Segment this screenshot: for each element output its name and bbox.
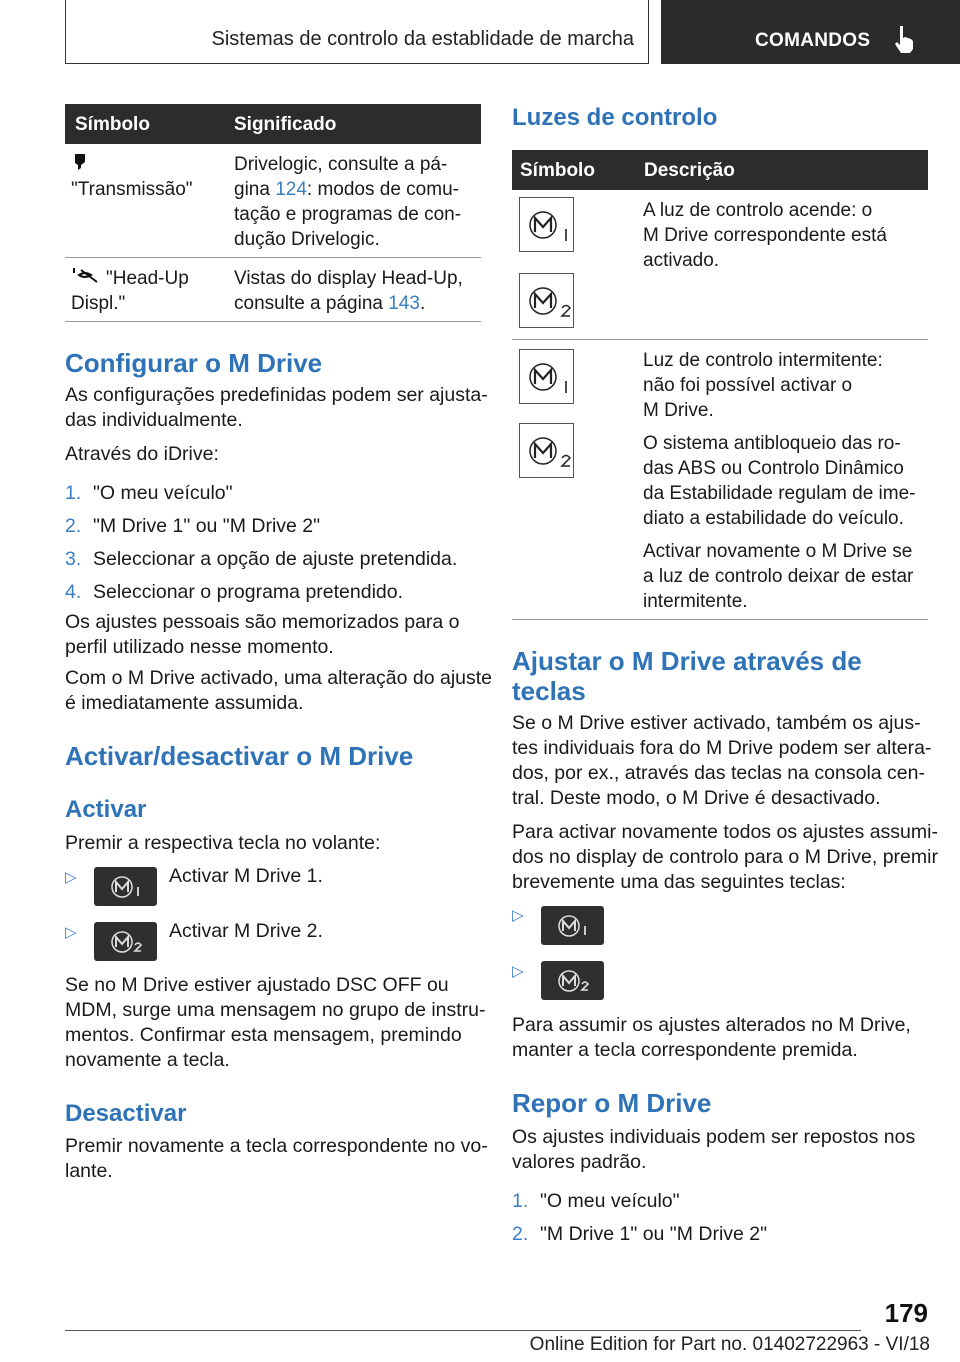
row1-label: "Transmissão": [71, 179, 193, 200]
bullet-triangle-icon: ▷: [65, 924, 77, 941]
row2-label: [71, 266, 189, 316]
step-text: Seleccionar a opção de ajuste pretendida.: [93, 548, 458, 570]
m2-icon: [555, 969, 593, 993]
luzes-row1-description: [643, 198, 927, 273]
text-line: M Drive correspondente está: [643, 225, 887, 246]
luzes-col-symbol: Símbolo: [520, 160, 595, 181]
text-line: novamente a tecla.: [65, 1049, 230, 1071]
row1-desc-line: Drivelogic, consulte a pá-: [234, 154, 448, 175]
m1-flashing-symbol: [519, 349, 574, 404]
m2-flashing-symbol: [519, 423, 574, 478]
step-text: Seleccionar o programa pretendido.: [93, 581, 404, 603]
header-section-box: [65, 0, 649, 64]
footer-rule: [65, 1330, 861, 1331]
ajustar-heading: [512, 646, 862, 706]
m2-indicator-icon: [520, 274, 575, 329]
step-number: 2.: [512, 1223, 529, 1245]
activar-paragraph: Premir a respectiva tecla no volante:: [65, 832, 381, 854]
row1-desc-line: [234, 177, 479, 202]
text-line: Luz de controlo intermitente:: [643, 350, 883, 371]
m1-icon: [108, 875, 146, 899]
luzes-row2-description: [643, 348, 927, 614]
text-line: Para assumir os ajustes alterados no M Drive,: [512, 1014, 911, 1036]
text: : modos de comu-: [306, 179, 459, 200]
text-line: das individualmente.: [65, 409, 243, 431]
row1-desc-line: tação e programas de con-: [234, 204, 462, 225]
luzes-col-description: Descrição: [644, 160, 735, 181]
text-line: das ABS ou Controlo Dinâmico: [643, 458, 904, 479]
step-number: 4.: [65, 581, 82, 603]
configurar-intro: Através do iDrive:: [65, 443, 219, 465]
bullet-triangle-icon: ▷: [512, 907, 524, 924]
activar-heading: Activar: [65, 796, 147, 823]
text: consulte a página: [234, 293, 389, 314]
left-table-header: [65, 104, 481, 144]
text-line: brevemente uma das seguintes teclas:: [512, 871, 846, 893]
text-line: As configurações predefinidas podem ser ajusta-: [65, 384, 488, 406]
pointing-hand-icon: [893, 24, 917, 54]
list-item: [512, 1222, 767, 1255]
repor-steps: [512, 1189, 767, 1255]
ajustar-paragraph3: [512, 1013, 911, 1063]
activar-desactivar-heading: Activar/desactivar o M Drive: [65, 741, 414, 771]
step-number: 1.: [512, 1190, 529, 1212]
step-number: 2.: [65, 515, 82, 537]
text-line: Os ajustes individuais podem ser repostos nos: [512, 1126, 916, 1148]
text-line: manter a tecla correspondente premida.: [512, 1039, 858, 1061]
page-link-143[interactable]: 143: [388, 293, 420, 314]
page-link-124[interactable]: 124: [275, 179, 307, 200]
table-divider: [512, 339, 928, 340]
table-divider: [65, 257, 481, 258]
m1-icon: [555, 914, 593, 938]
heading-line: teclas: [512, 676, 586, 706]
text-line: lante.: [65, 1160, 113, 1182]
list-item: [65, 580, 457, 613]
m1-indicator-icon: [520, 350, 575, 405]
row2-description: [234, 266, 479, 316]
text-line: M Drive.: [643, 400, 714, 421]
list-item: [65, 481, 457, 514]
m2-console-button[interactable]: [541, 961, 604, 1000]
text-line: A luz de controlo acende: o: [643, 200, 873, 221]
repor-heading: Repor o M Drive: [512, 1088, 712, 1118]
text: .: [419, 293, 426, 314]
text-line: dos no display de controlo para o M Drive, premir: [512, 846, 938, 868]
bullet-activar-m2: Activar M Drive 2.: [169, 920, 323, 942]
ajustar-paragraph1: [512, 711, 931, 811]
luzes-table-header: [512, 150, 928, 190]
text-line: perfil utilizado nesse momento.: [65, 636, 334, 658]
text-line: MDM, surge uma mensagem no grupo de instru-: [65, 999, 486, 1021]
text-line: mentos. Confirmar esta mensagem, premindo: [65, 1024, 462, 1046]
m2-icon: [108, 930, 146, 954]
m1-indicator-icon: [520, 198, 575, 253]
list-item: [65, 547, 457, 580]
step-text: "O meu veículo": [93, 482, 233, 504]
table-divider: [512, 619, 928, 620]
step-text: "M Drive 1" ou "M Drive 2": [93, 515, 321, 537]
text-line: Se no M Drive estiver ajustado DSC OFF ou: [65, 974, 449, 996]
bullet-triangle-icon: ▷: [65, 869, 77, 886]
text-line: é imediatamente assumida.: [65, 692, 304, 714]
text-line: Activar novamente o M Drive se: [643, 541, 913, 562]
page-number: 179: [884, 1298, 928, 1328]
footer-edition: Online Edition for Part no. 01402722963 - VI/18: [529, 1334, 930, 1355]
row2-desc-line: [234, 291, 479, 316]
dsc-paragraph: [65, 973, 486, 1073]
m1-steering-button[interactable]: [94, 867, 157, 906]
step-number: 3.: [65, 548, 82, 570]
m2-steering-button[interactable]: [94, 922, 157, 961]
text-line: Premir novamente a tecla correspondente no vo-: [65, 1135, 488, 1157]
m2-indicator-symbol: [519, 273, 574, 328]
bullet-activar-m1: Activar M Drive 1.: [169, 865, 323, 887]
text: gina: [234, 179, 276, 200]
bullet-triangle-icon: ▷: [512, 963, 524, 980]
configurar-note1: [65, 610, 460, 660]
m1-indicator-symbol: [519, 197, 574, 252]
header-chapter-tab[interactable]: [661, 0, 960, 64]
m1-console-button[interactable]: [541, 906, 604, 945]
heading-line: Ajustar o M Drive através de: [512, 646, 862, 676]
text-line: intermitente.: [643, 591, 748, 612]
table-divider: [65, 321, 481, 322]
row2-desc-line: Vistas do display Head-Up,: [234, 268, 463, 289]
luzes-heading: Luzes de controlo: [512, 104, 718, 131]
text-line: Se o M Drive estiver activado, também os ajus-: [512, 712, 921, 734]
header-chapter-label: COMANDOS: [755, 30, 871, 51]
list-item: [512, 1189, 767, 1222]
transmission-icon: [73, 154, 87, 174]
m2-indicator-icon: [520, 424, 575, 479]
step-number: 1.: [65, 482, 82, 504]
text-line: Com o M Drive activado, uma alteração do ajuste: [65, 667, 493, 689]
text-line: a luz de controlo deixar de estar: [643, 566, 914, 587]
text-line: da Estabilidade regulam de ime-: [643, 483, 916, 504]
step-text: "M Drive 1" ou "M Drive 2": [540, 1223, 768, 1245]
text-line: não foi possível activar o: [643, 375, 853, 396]
left-table-col-symbol: Símbolo: [75, 114, 150, 135]
text-line: dos, por ex., através das teclas na consola cen-: [512, 762, 925, 784]
text-line: Os ajustes pessoais são memorizados para o: [65, 611, 460, 633]
text-line: activado.: [643, 250, 720, 271]
step-text: "O meu veículo": [540, 1190, 680, 1212]
row2-label-line: Displ.": [71, 293, 126, 314]
ajustar-paragraph2: [512, 820, 938, 895]
desactivar-paragraph: [65, 1134, 488, 1184]
configurar-heading: Configurar o M Drive: [65, 348, 323, 378]
configurar-note2: [65, 666, 492, 716]
text-line: diato a estabilidade do veículo.: [643, 508, 904, 529]
configurar-paragraph: [65, 383, 488, 433]
row1-desc-line: dução Drivelogic.: [234, 229, 380, 250]
repor-paragraph: [512, 1125, 915, 1175]
text-line: valores padrão.: [512, 1151, 647, 1173]
desactivar-heading: Desactivar: [65, 1100, 187, 1127]
text-line: tes individuais fora do M Drive podem ser altera-: [512, 737, 932, 759]
list-item: [65, 514, 457, 547]
left-table-col-meaning: Significado: [234, 114, 337, 135]
row2-label-line: "Head-Up: [106, 268, 189, 289]
text-line: O sistema antibloqueio das ro-: [643, 433, 901, 454]
header-section-title: Sistemas de controlo da establidade de marcha: [211, 28, 634, 50]
text-line: Para activar novamente todos os ajustes assumi-: [512, 821, 938, 843]
row1-description: [234, 152, 479, 252]
configurar-steps: [65, 481, 457, 613]
text-line: tral. Deste modo, o M Drive é desactivado.: [512, 787, 881, 809]
